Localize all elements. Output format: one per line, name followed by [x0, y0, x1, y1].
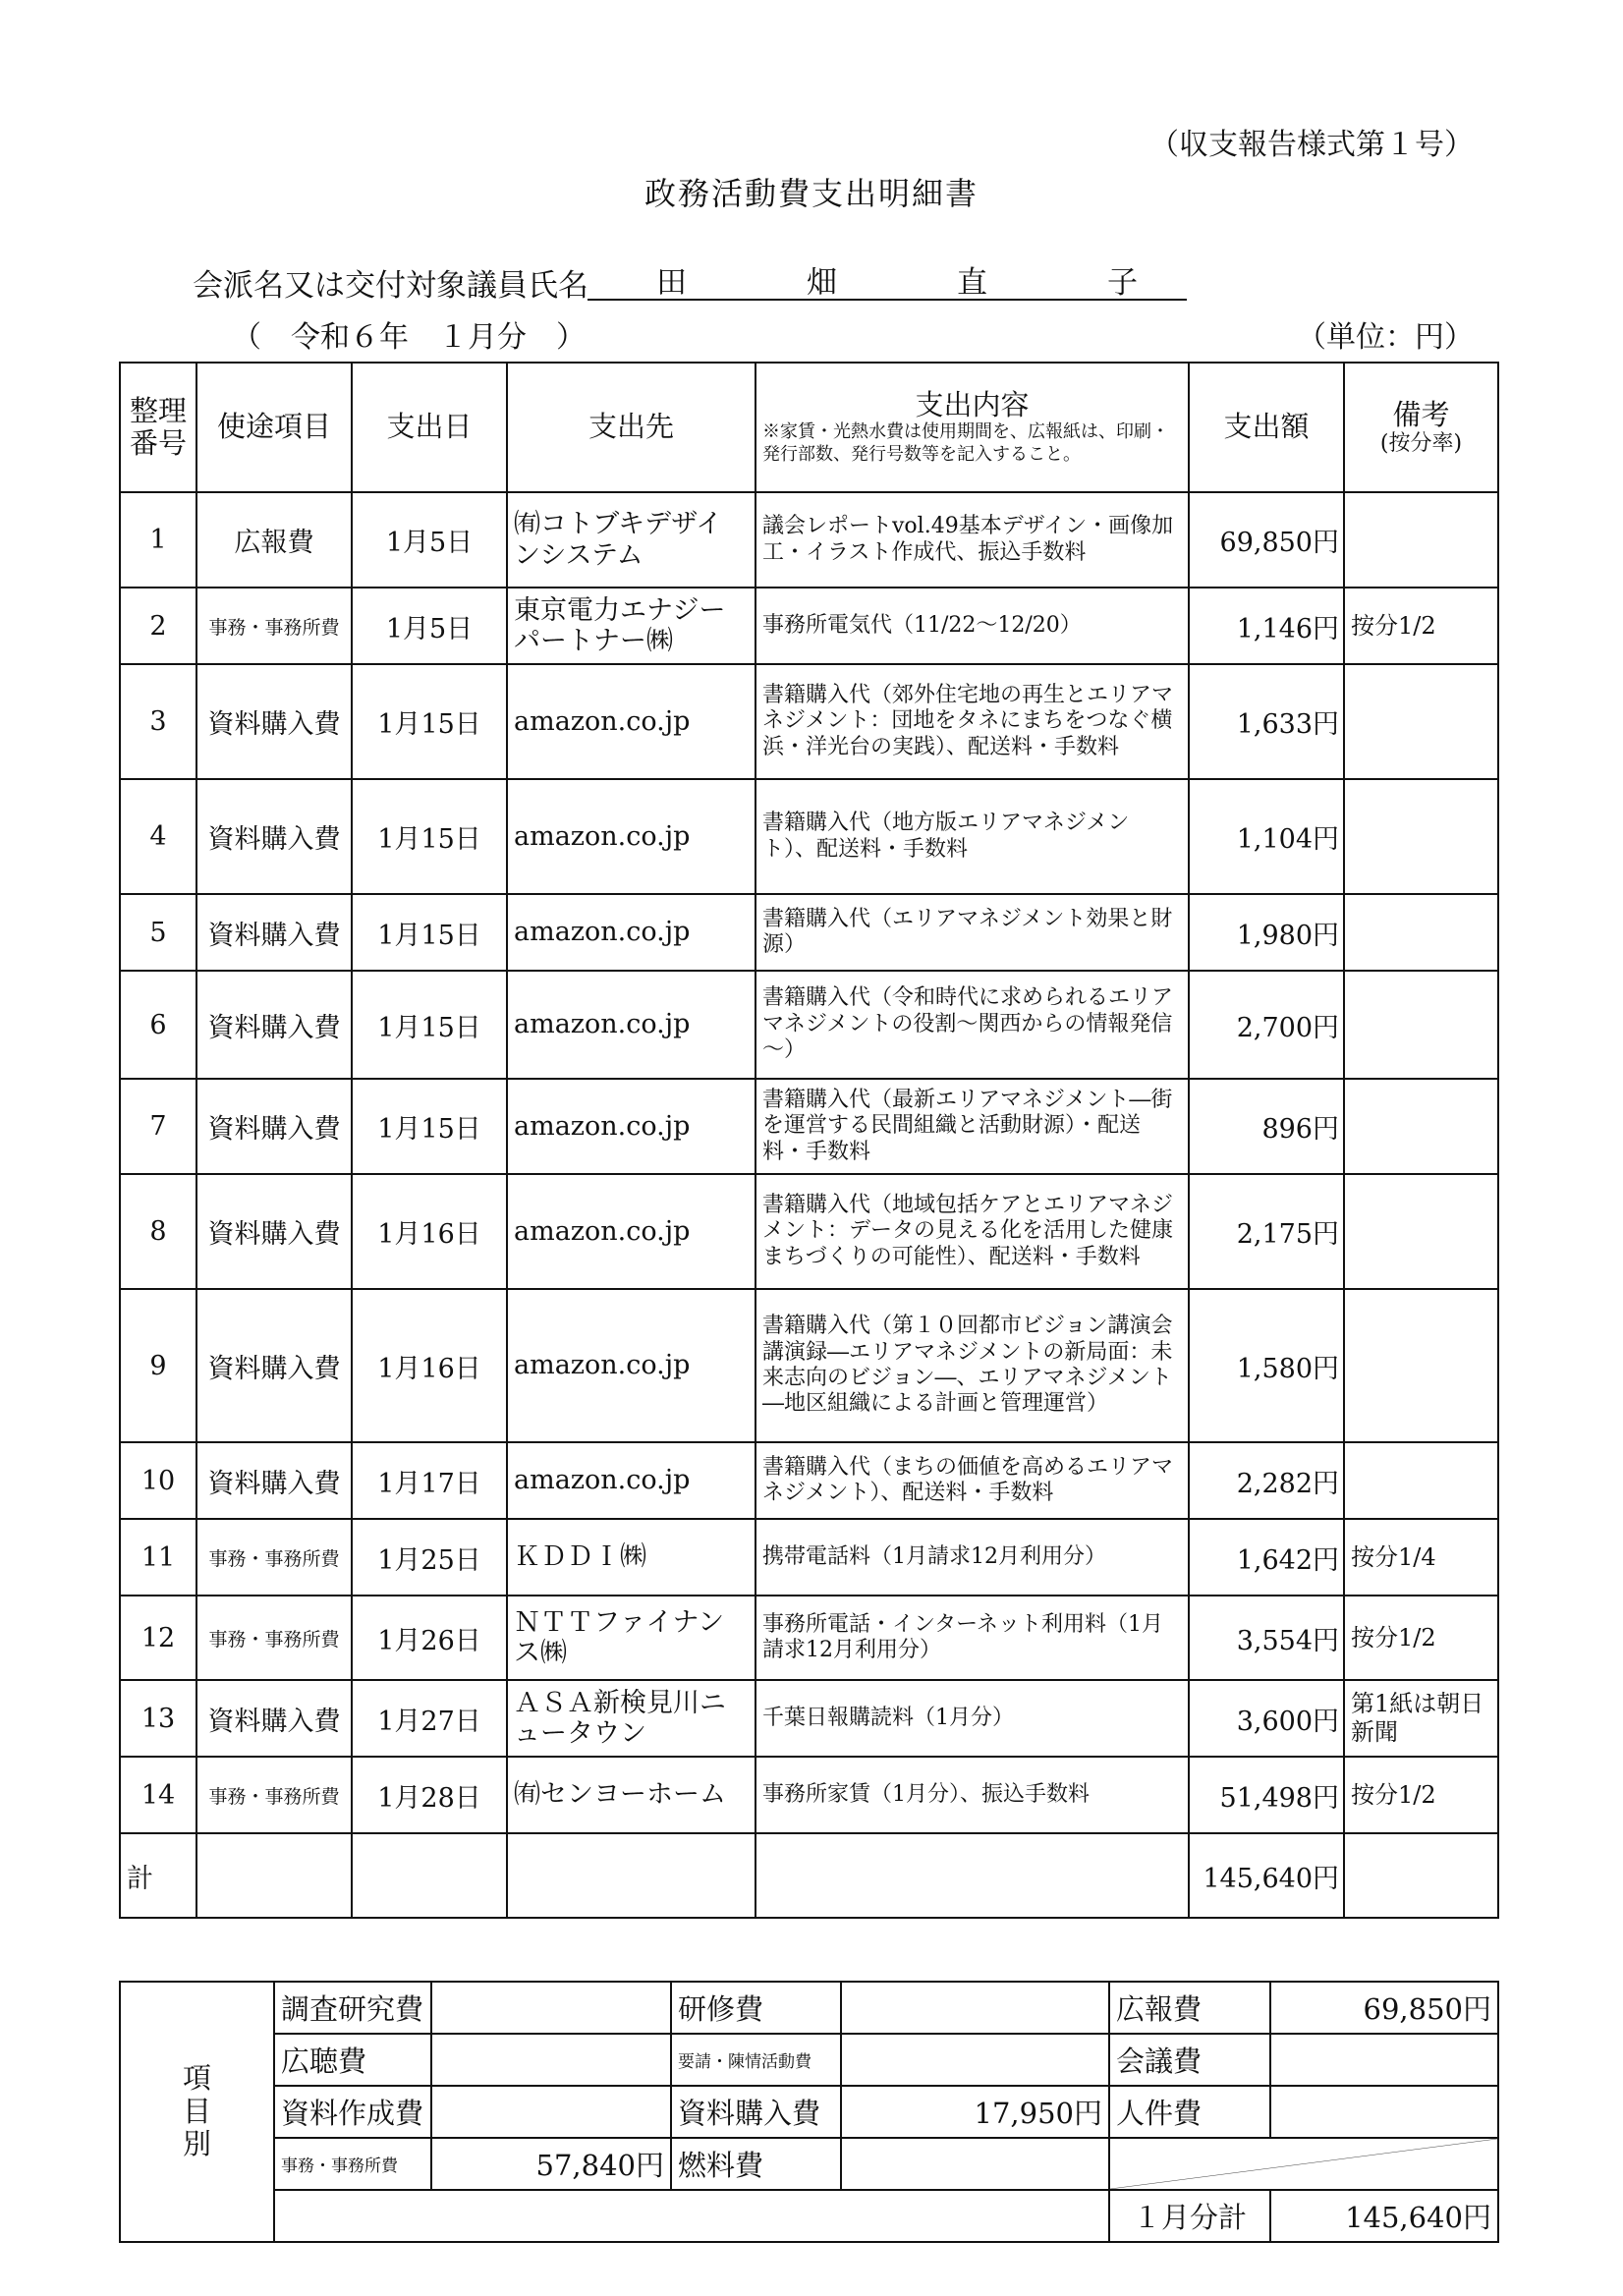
form-number: （収支報告様式第１号） [1149, 128, 1474, 162]
row-content: 書籍購入代（地域包括ケアとエリアマネジメント：データの見える化を活用した健康まちづくりの可能性）、配送料・手数料 [756, 1174, 1189, 1289]
row-amount: 3,554円 [1189, 1596, 1344, 1680]
summary-materials-purchase-value: 17,950円 [841, 2086, 1109, 2138]
summary-research-value [431, 1982, 671, 2034]
table-row [120, 1079, 1498, 1174]
summary-materials-creation-value [431, 2086, 671, 2138]
row-no: 10 [120, 1442, 196, 1519]
total-empty [756, 1833, 1189, 1918]
header-amount: 支出額 [1189, 363, 1344, 492]
row-content: 書籍購入代（令和時代に求められるエリアマネジメントの役割～関西からの情報発信～） [756, 971, 1189, 1079]
row-date: 1月15日 [352, 894, 507, 971]
row-payee: amazon.co.jp [507, 1079, 756, 1174]
header-content-label: 支出内容 [915, 387, 1030, 421]
row-date: 1月15日 [352, 1079, 507, 1174]
row-no: 3 [120, 664, 196, 779]
summary-fuel-label: 燃料費 [671, 2138, 841, 2190]
row-purpose: 事務・事務所費 [196, 1757, 352, 1833]
row-purpose: 資料購入費 [196, 1442, 352, 1519]
table-row [120, 1174, 1498, 1289]
row-amount: 1,980円 [1189, 894, 1344, 971]
row-date: 1月25日 [352, 1519, 507, 1596]
total-empty [507, 1833, 756, 1918]
row-payee: ㈲コトブキデザインシステム [507, 492, 756, 588]
row-content: 書籍購入代（まちの価値を高めるエリアマネジメント）、配送料・手数料 [756, 1442, 1189, 1519]
row-content: 事務所家賃（1月分）、振込手数料 [756, 1757, 1189, 1833]
row-remarks: 第1紙は朝日新聞 [1344, 1680, 1498, 1757]
row-purpose: 事務・事務所費 [196, 1596, 352, 1680]
row-remarks [1344, 894, 1498, 971]
summary-pr-value: 69,850円 [1270, 1982, 1498, 2034]
table-row [120, 1289, 1498, 1442]
table-row [120, 588, 1498, 664]
header-remarks-label: 備考 [1392, 397, 1450, 431]
summary-hearing-label: 広聴費 [274, 2034, 431, 2086]
total-row [120, 1833, 1498, 1918]
table-row [120, 894, 1498, 971]
member-name [588, 257, 1187, 301]
row-purpose: 資料購入費 [196, 1680, 352, 1757]
summary-hearing-value [431, 2034, 671, 2086]
header-purpose: 使途項目 [196, 363, 352, 492]
summary-office-label: 事務・事務所費 [274, 2138, 431, 2190]
row-content: 議会レポートvol.49基本デザイン・画像加工・イラスト作成代、振込手数料 [756, 492, 1189, 588]
row-payee: ㈲センヨーホーム [507, 1757, 756, 1833]
row-date: 1月27日 [352, 1680, 507, 1757]
summary-meeting-value [1270, 2034, 1498, 2086]
row-purpose: 広報費 [196, 492, 352, 588]
summary-office-value: 57,840円 [431, 2138, 671, 2190]
row-purpose: 資料購入費 [196, 1079, 352, 1174]
table-row [120, 1757, 1498, 1833]
row-payee: amazon.co.jp [507, 1442, 756, 1519]
row-content: 書籍購入代（地方版エリアマネジメント）、配送料・手数料 [756, 779, 1189, 894]
header-date: 支出日 [352, 363, 507, 492]
total-empty [196, 1833, 352, 1918]
row-purpose: 事務・事務所費 [196, 1519, 352, 1596]
row-no: 4 [120, 779, 196, 894]
summary-personnel-value [1270, 2086, 1498, 2138]
summary-blank [274, 2190, 1109, 2242]
summary-side-label: 項目別 [120, 1982, 274, 2242]
summary-training-label: 研修費 [671, 1982, 841, 2034]
summary-petition-label: 要請・陳情活動費 [671, 2034, 841, 2086]
row-date: 1月16日 [352, 1174, 507, 1289]
table-row [120, 1596, 1498, 1680]
row-content: 事務所電気代（11/22～12/20） [756, 588, 1189, 664]
row-remarks: 按分1/2 [1344, 1596, 1498, 1680]
member-name-char: 田 [656, 265, 687, 301]
period: （ 令和６年 １月分 ） [232, 320, 586, 355]
member-name-char: 畑 [807, 265, 837, 301]
row-no: 8 [120, 1174, 196, 1289]
summary-personnel-label: 人件費 [1109, 2086, 1270, 2138]
row-content: 携帯電話料（1月請求12月利用分） [756, 1519, 1189, 1596]
row-no: 1 [120, 492, 196, 588]
row-purpose: 資料購入費 [196, 971, 352, 1079]
row-content: 書籍購入代（最新エリアマネジメント―街を運営する民間組織と活動財源）・配送料・手数料 [756, 1079, 1189, 1174]
total-empty [1344, 1833, 1498, 1918]
header-content [756, 363, 1189, 492]
header-remarks [1344, 363, 1498, 492]
total-label: 計 [120, 1833, 196, 1918]
summary-pr-label: 広報費 [1109, 1982, 1270, 2034]
table-row [120, 492, 1498, 588]
row-content: 書籍購入代（エリアマネジメント効果と財源） [756, 894, 1189, 971]
row-remarks [1344, 1079, 1498, 1174]
row-content: 事務所電話・インターネット利用料（1月請求12月利用分） [756, 1596, 1189, 1680]
row-purpose: 資料購入費 [196, 894, 352, 971]
row-date: 1月15日 [352, 971, 507, 1079]
row-amount: 2,700円 [1189, 971, 1344, 1079]
member-name-char: 直 [957, 265, 987, 301]
row-payee: amazon.co.jp [507, 779, 756, 894]
row-amount: 1,642円 [1189, 1519, 1344, 1596]
row-amount: 896円 [1189, 1079, 1344, 1174]
row-amount: 51,498円 [1189, 1757, 1344, 1833]
row-remarks: 按分1/4 [1344, 1519, 1498, 1596]
summary-month-total-label: １月分計 [1109, 2190, 1270, 2242]
row-amount: 1,580円 [1189, 1289, 1344, 1442]
row-amount: 3,600円 [1189, 1680, 1344, 1757]
row-amount: 1,146円 [1189, 588, 1344, 664]
row-date: 1月26日 [352, 1596, 507, 1680]
row-remarks: 按分1/2 [1344, 1757, 1498, 1833]
member-name-char: 子 [1107, 265, 1138, 301]
document-title: 政務活動費支出明細書 [644, 175, 979, 212]
diagonal-line [1110, 2139, 1497, 2189]
table-row [120, 971, 1498, 1079]
row-date: 1月15日 [352, 664, 507, 779]
total-empty [352, 1833, 507, 1918]
member-label: 会派名又は交付対象議員氏名 [193, 268, 588, 304]
row-content: 千葉日報購読料（1月分） [756, 1680, 1189, 1757]
row-remarks [1344, 664, 1498, 779]
row-remarks [1344, 971, 1498, 1079]
row-amount: 69,850円 [1189, 492, 1344, 588]
header-payee: 支出先 [507, 363, 756, 492]
row-date: 1月28日 [352, 1757, 507, 1833]
row-amount: 1,633円 [1189, 664, 1344, 779]
summary-month-total-value: 145,640円 [1270, 2190, 1498, 2242]
summary-materials-creation-label: 資料作成費 [274, 2086, 431, 2138]
row-purpose: 資料購入費 [196, 1289, 352, 1442]
summary-research-label: 調査研究費 [274, 1982, 431, 2034]
table-row [120, 1442, 1498, 1519]
row-purpose: 資料購入費 [196, 1174, 352, 1289]
table-row [120, 1519, 1498, 1596]
row-content: 書籍購入代（第１０回都市ビジョン講演会講演録―エリアマネジメントの新局面：未来志向のビジョン―、エリアマネジメント―地区組織による計画と管理運営） [756, 1289, 1189, 1442]
row-payee: amazon.co.jp [507, 664, 756, 779]
row-remarks: 按分1/2 [1344, 588, 1498, 664]
row-date: 1月5日 [352, 492, 507, 588]
header-no: 整理番号 [120, 363, 196, 492]
row-remarks [1344, 492, 1498, 588]
row-no: 9 [120, 1289, 196, 1442]
row-payee: amazon.co.jp [507, 1289, 756, 1442]
row-date: 1月16日 [352, 1289, 507, 1442]
summary-training-value [841, 1982, 1109, 2034]
row-payee: 東京電力エナジーパートナー㈱ [507, 588, 756, 664]
row-payee: amazon.co.jp [507, 894, 756, 971]
row-date: 1月5日 [352, 588, 507, 664]
row-content: 書籍購入代（郊外住宅地の再生とエリアマネジメント：団地をタネにまちをつなぐ横浜・洋光台の実践）、配送料・手数料 [756, 664, 1189, 779]
row-payee: ＡＳＡ新検見川ニュータウン [507, 1680, 756, 1757]
row-remarks [1344, 1442, 1498, 1519]
row-purpose: 資料購入費 [196, 664, 352, 779]
table-row [120, 664, 1498, 779]
row-no: 14 [120, 1757, 196, 1833]
summary-materials-purchase-label: 資料購入費 [671, 2086, 841, 2138]
row-amount: 2,175円 [1189, 1174, 1344, 1289]
summary-meeting-label: 会議費 [1109, 2034, 1270, 2086]
row-no: 13 [120, 1680, 196, 1757]
row-payee: amazon.co.jp [507, 1174, 756, 1289]
row-no: 2 [120, 588, 196, 664]
row-no: 12 [120, 1596, 196, 1680]
table-header-row [120, 363, 1498, 492]
expenditure-table [119, 362, 1499, 1919]
row-amount: 1,104円 [1189, 779, 1344, 894]
row-date: 1月17日 [352, 1442, 507, 1519]
total-amount: 145,640円 [1189, 1833, 1344, 1918]
row-remarks [1344, 1289, 1498, 1442]
table-row [120, 779, 1498, 894]
row-purpose: 事務・事務所費 [196, 588, 352, 664]
summary-diagonal-cell [1109, 2138, 1498, 2190]
row-no: 6 [120, 971, 196, 1079]
row-no: 5 [120, 894, 196, 971]
summary-fuel-value [841, 2138, 1109, 2190]
row-payee: amazon.co.jp [507, 971, 756, 1079]
row-no: 7 [120, 1079, 196, 1174]
row-date: 1月15日 [352, 779, 507, 894]
row-amount: 2,282円 [1189, 1442, 1344, 1519]
header-content-note: ※家賃・光熱水費は使用期間を、広報紙は、印刷・発行部数、発行号数等を記入すること。 [762, 421, 1169, 465]
table-row [120, 1680, 1498, 1757]
summary-petition-value [841, 2034, 1109, 2086]
row-remarks [1344, 779, 1498, 894]
row-payee: ＫＤＤＩ㈱ [507, 1519, 756, 1596]
row-purpose: 資料購入費 [196, 779, 352, 894]
summary-table [119, 1981, 1499, 2243]
row-no: 11 [120, 1519, 196, 1596]
header-remarks-sub: (按分率) [1379, 431, 1463, 457]
row-payee: ＮＴＴファイナンス㈱ [507, 1596, 756, 1680]
unit-label: （単位：円） [1297, 320, 1474, 355]
row-remarks [1344, 1174, 1498, 1289]
